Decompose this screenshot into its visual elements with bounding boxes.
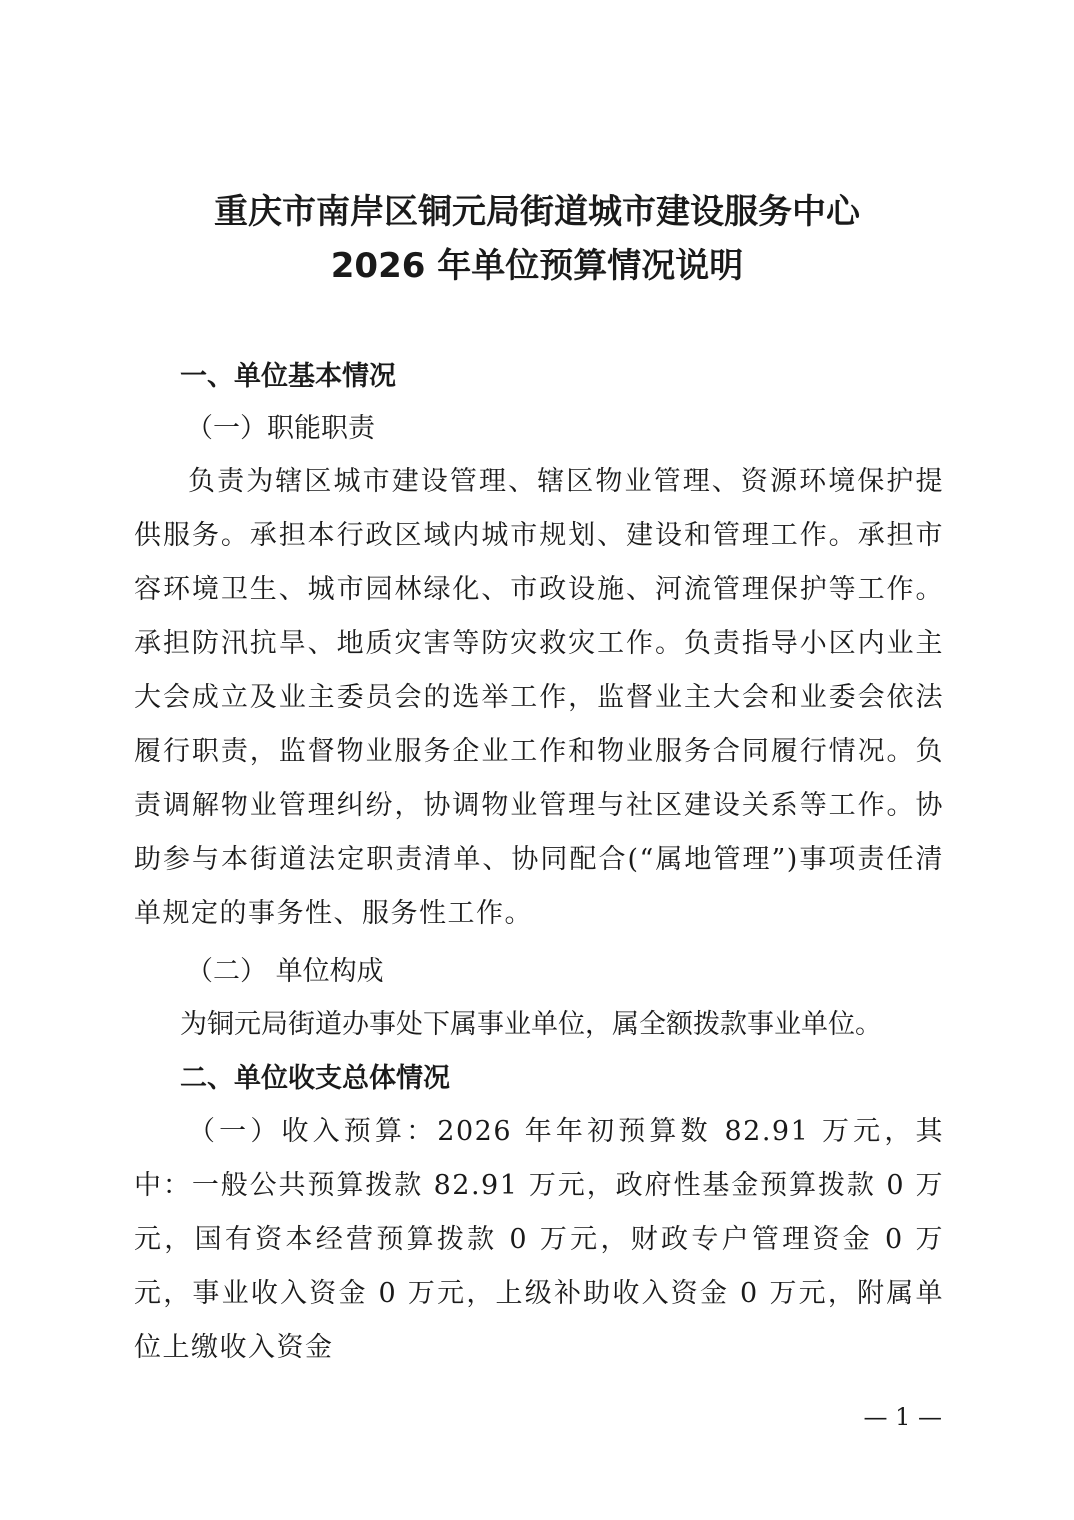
section2-heading: 二、单位收支总体情况 [180, 1063, 450, 1094]
document-title-line1: 重庆市南岸区铜元局街道城市建设服务中心 [214, 192, 860, 232]
sub3-paragraph: （一）收入预算：2026 年年初预算数 82.91 万元，其中：一般公共预算拨款 82.91 万元，政府性基金预算拨款 0 万元，国有资本经营预算拨款 0 万元，财政专户管理资金 0 万元，事业收入资金 0 万元，上级补助收入资金 0 万元，附属单位上缴收入资金 [134, 1116, 944, 1363]
sub2-paragraph: 为铜元局街道办事处下属事业单位，属全额拨款事业单位。 [180, 1009, 882, 1040]
sub1-paragraph: 负责为辖区城市建设管理、辖区物业管理、资源环境保护提供服务。承担本行政区域内城市规划、建设和管理工作。承担市容环境卫生、城市园林绿化、市政设施、河流管理保护等工作。承担防汛抗旱、地质灾害等防灾救灾工作。负责指导小区内业主大会成立及业主委员会的选举工作，监督业主大会和业委会依法履行职责，监督物业服务企业工作和物业服务合同履行情况。负责调解物业管理纠纷，协调物业管理与社区建设关系等工作。协助参与本街道法定职责清单、协同配合(“属地管理”)事项责任清单规定的事务性、服务性工作。 [134, 466, 944, 929]
sub1-heading: （一）职能职责 [186, 413, 375, 444]
document-title-line2: 2026 年单位预算情况说明 [330, 246, 744, 286]
sub2-heading: （二） 单位构成 [186, 956, 384, 987]
section1-heading: 一、单位基本情况 [180, 361, 396, 392]
page-number: — 1 — [863, 1403, 942, 1431]
